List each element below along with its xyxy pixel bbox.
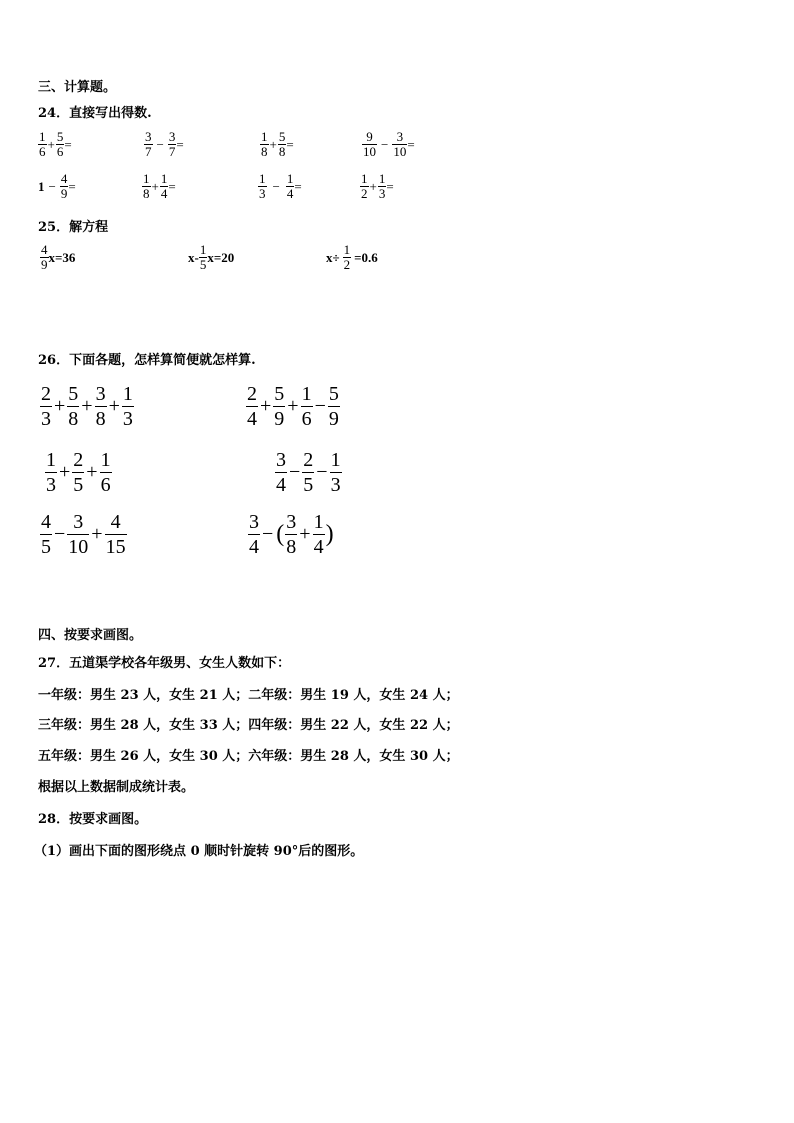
fraction: $\frac{5}{8}$ (68, 383, 79, 430)
fraction: $\frac{2}{5}$ (73, 449, 84, 496)
q24-expr-7: $\frac{1}{3}$ − $\frac{1}{4}$ = (259, 171, 302, 201)
fraction: $\frac{5}{9}$ (328, 383, 339, 430)
fraction: $\frac{3}{8}$ (286, 511, 297, 558)
section-heading-drawing: 四、按要求画图。 (38, 628, 143, 643)
q26-expr-6: $\frac{3}{4}$ − ( $\frac{3}{8}$ + $\frac{1}{4}$ ) (249, 511, 334, 558)
fraction: $\frac{1}{6}$ (39, 129, 46, 159)
fraction: $\frac{1}{2}$ (343, 242, 351, 272)
q27-data-line-1: 一年级：男生 23 人，女生 21 人；二年级：男生 19 人，女生 24 人； (38, 688, 459, 703)
fraction: $\frac{1}{8}$ (261, 129, 268, 159)
q26-expr-4: $\frac{3}{4}$ − $\frac{2}{5}$ − $\frac{1}{3}$ (276, 449, 341, 496)
question-28-title: 28．按要求画图。 (38, 812, 148, 827)
fraction: $\frac{1}{8}$ (143, 171, 150, 201)
q28-subquestion-1: （1）画出下面的图形绕点 0 顺时针旋转 90°后的图形。 (34, 844, 364, 859)
fraction: $\frac{9}{10}$ (363, 129, 376, 159)
q24-expr-3: $\frac{1}{8}$ + $\frac{5}{8}$ = (261, 129, 294, 159)
fraction: $\frac{1}{3}$ (259, 171, 266, 201)
fraction: $\frac{1}{3}$ (378, 171, 386, 201)
q27-data-line-2: 三年级：男生 28 人，女生 33 人；四年级：男生 22 人，女生 22 人； (38, 718, 459, 733)
fraction: $\frac{1}{2}$ (361, 171, 368, 201)
fraction: $\frac{4}{9}$ (60, 171, 68, 201)
q27-instruction: 根据以上数据制成统计表。 (38, 780, 195, 795)
fraction: $\frac{1}{6}$ (301, 383, 312, 430)
question-25-title: 25．解方程 (38, 220, 109, 235)
section-heading-calculation: 三、计算题。 (38, 80, 117, 95)
q26-expr-3: $\frac{1}{3}$ + $\frac{2}{5}$ + $\frac{1}{6}$ (46, 449, 111, 496)
fraction: $\frac{1}{4}$ (286, 171, 294, 201)
q24-expr-8: $\frac{1}{2}$ + $\frac{1}{3}$ = (361, 171, 394, 201)
q24-expr-5: 1 − $\frac{4}{9}$ = (38, 171, 76, 201)
q24-expr-6: $\frac{1}{8}$ + $\frac{1}{4}$ = (143, 171, 176, 201)
fraction: $\frac{3}{10}$ (393, 129, 407, 159)
question-24-title: 24．直接写出得数. (38, 106, 152, 121)
q24-expr-2: $\frac{3}{7}$ − $\frac{3}{7}$ = (145, 129, 184, 159)
fraction: $\frac{1}{4}$ (160, 171, 168, 201)
q26-expr-5: $\frac{4}{5}$ − $\frac{3}{10}$ + $\frac{4}{15}$ (41, 511, 126, 558)
fraction: $\frac{1}{6}$ (100, 449, 111, 496)
fraction: $\frac{3}{8}$ (95, 383, 106, 430)
fraction: $\frac{1}{3}$ (122, 383, 133, 430)
fraction: $\frac{1}{4}$ (313, 511, 324, 558)
fraction: $\frac{5}{6}$ (56, 129, 64, 159)
fraction: $\frac{3}{7}$ (168, 129, 176, 159)
fraction: $\frac{1}{3}$ (46, 449, 56, 496)
fraction: $\frac{4}{9}$ (41, 242, 48, 272)
q27-data-line-3: 五年级：男生 26 人，女生 30 人；六年级：男生 28 人，女生 30 人； (38, 749, 459, 764)
fraction: $\frac{2}{4}$ (247, 383, 257, 430)
q25-equation-3: x÷ $\frac{1}{2}$ =0.6 (326, 242, 378, 272)
fraction: $\frac{3}{7}$ (145, 129, 152, 159)
q25-equation-1: $\frac{4}{9}$ x=36 (41, 242, 76, 272)
fraction: $\frac{3}{4}$ (276, 449, 286, 496)
fraction: $\frac{5}{9}$ (274, 383, 285, 430)
fraction: $\frac{3}{4}$ (249, 511, 259, 558)
fraction: $\frac{1}{3}$ (330, 449, 341, 496)
fraction: $\frac{2}{5}$ (303, 449, 314, 496)
fraction: $\frac{3}{10}$ (68, 511, 89, 558)
q24-expr-1: $\frac{1}{6}$ + $\frac{5}{6}$ = (39, 129, 72, 159)
question-26-title: 26．下面各题，怎样算简便就怎样算. (38, 353, 256, 368)
fraction: $\frac{5}{8}$ (278, 129, 286, 159)
q24-expr-4: $\frac{9}{10}$ − $\frac{3}{10}$ = (363, 129, 415, 159)
q26-expr-2: $\frac{2}{4}$ + $\frac{5}{9}$ + $\frac{1}{6}$ − $\frac{5}{9}$ (247, 383, 339, 430)
fraction: $\frac{4}{5}$ (41, 511, 51, 558)
question-27-title: 27．五道渠学校各年级男、女生人数如下： (38, 656, 291, 671)
fraction: $\frac{4}{15}$ (105, 511, 126, 558)
q25-equation-2: x- $\frac{1}{5}$ x=20 (188, 242, 235, 272)
fraction: $\frac{2}{3}$ (41, 383, 51, 430)
fraction: $\frac{1}{5}$ (199, 242, 207, 272)
q26-expr-1: $\frac{2}{3}$ + $\frac{5}{8}$ + $\frac{3}{8}$ + $\frac{1}{3}$ (41, 383, 133, 430)
